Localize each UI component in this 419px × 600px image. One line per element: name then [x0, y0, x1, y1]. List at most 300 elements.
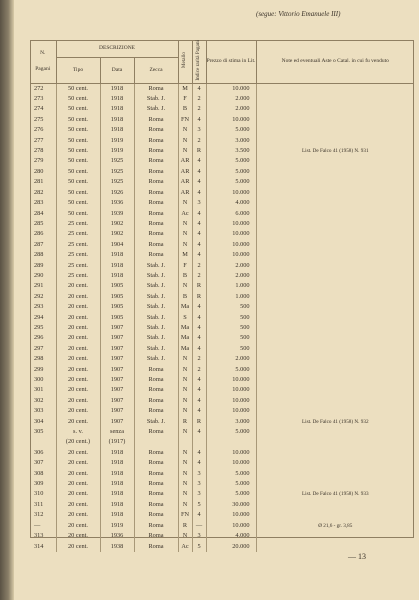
- table-row: [30, 427, 414, 437]
- cell-rarity: 4: [192, 333, 206, 343]
- col-number-label: N.: [40, 50, 46, 57]
- cell-date: 1907: [100, 385, 134, 395]
- cell-price: 5.000: [206, 125, 256, 135]
- cell-mint: Roma: [134, 219, 178, 229]
- table-row: [30, 375, 414, 385]
- cell-type: 20 cent.: [56, 281, 100, 291]
- cell-price: 10.000: [206, 448, 256, 458]
- cell-type: 25 cent.: [56, 219, 100, 229]
- cell-mint: Stab. J.: [134, 302, 178, 312]
- cell-price: 10.000: [206, 510, 256, 520]
- cell-notes: [256, 177, 414, 187]
- cell-mint: Roma: [134, 240, 178, 250]
- col-metal-header: Metallo: [178, 40, 192, 83]
- cell-price: 10.000: [206, 385, 256, 395]
- cell-notes: List. De Falco 41 (1958) N. 931: [301, 148, 369, 155]
- cell-notes: [256, 333, 414, 343]
- table-row: [30, 188, 414, 198]
- table-row: [30, 219, 414, 229]
- cell-number: 291: [30, 281, 56, 291]
- cell-metal: AR: [178, 167, 192, 177]
- cell-number: 314: [30, 542, 56, 552]
- table-row: [30, 385, 414, 395]
- cell-type: 20 cent.: [56, 385, 100, 395]
- cell-number: 279: [30, 156, 56, 166]
- cell-notes: [256, 427, 414, 437]
- cell-metal: S: [178, 313, 192, 323]
- cell-notes: [256, 365, 414, 375]
- cell-number: 276: [30, 125, 56, 135]
- cell-number: 311: [30, 500, 56, 510]
- cell-date: 1905: [100, 313, 134, 323]
- cell-mint: Roma: [134, 406, 178, 416]
- cell-notes: [256, 292, 414, 302]
- cell-date: 1907: [100, 406, 134, 416]
- cell-price: 5.000: [206, 489, 256, 499]
- cell-type: 20 cent.: [56, 365, 100, 375]
- book-binding: [0, 0, 14, 600]
- cell-metal: N: [178, 281, 192, 291]
- cell-price: 5.000: [206, 469, 256, 479]
- cell-mint: Roma: [134, 136, 178, 146]
- page-number: — 13: [348, 552, 366, 561]
- cell-price: 500: [206, 344, 256, 354]
- cell-notes: [256, 302, 414, 312]
- cell-metal: AR: [178, 188, 192, 198]
- cell-notes: [256, 406, 414, 416]
- cell-date: 1918: [100, 448, 134, 458]
- cell-metal: N: [178, 396, 192, 406]
- cell-date: 1936: [100, 531, 134, 541]
- cell-number: 301: [30, 385, 56, 395]
- cell-mint: Roma: [134, 188, 178, 198]
- cell-metal: N: [178, 375, 192, 385]
- cell-notes: [256, 396, 414, 406]
- cell-type: 50 cent.: [56, 177, 100, 187]
- description-header: DESCRIZIONE: [56, 40, 178, 57]
- cell-type: 20 cent.: [56, 313, 100, 323]
- cell-rarity: 2: [192, 136, 206, 146]
- cell-mint: Roma: [134, 427, 178, 437]
- cell-type: 50 cent.: [56, 136, 100, 146]
- cell-metal: N: [178, 489, 192, 499]
- table-row: [30, 261, 414, 271]
- cell-mint: Stab. J.: [134, 281, 178, 291]
- cell-type: 20 cent.: [56, 521, 100, 531]
- cell-mint: Roma: [134, 510, 178, 520]
- table-row: [30, 313, 414, 323]
- cell-rarity: 4: [192, 240, 206, 250]
- cell-date: 1907: [100, 417, 134, 427]
- cell-notes: [256, 469, 414, 479]
- cell-rarity: 4: [192, 313, 206, 323]
- cell-rarity: R: [192, 292, 206, 302]
- cell-rarity: 4: [192, 323, 206, 333]
- cell-metal: B: [178, 271, 192, 281]
- cell-notes: [256, 104, 414, 114]
- table-body: [30, 83, 414, 552]
- cell-rarity: 2: [192, 261, 206, 271]
- cell-number: 306: [30, 448, 56, 458]
- cell-rarity: 4: [192, 177, 206, 187]
- cell-rarity: 4: [192, 385, 206, 395]
- cell-type: 25 cent.: [56, 229, 100, 239]
- cell-type: 50 cent.: [56, 188, 100, 198]
- cell-number: 308: [30, 469, 56, 479]
- cell-rarity: 4: [192, 510, 206, 520]
- cell-date: 1907: [100, 396, 134, 406]
- table-row: [30, 271, 414, 281]
- cell-rarity: 4: [192, 448, 206, 458]
- cell-date: 1905: [100, 302, 134, 312]
- cell-number: 298: [30, 354, 56, 364]
- cell-price: [206, 437, 256, 447]
- col-notes-header: Note ed eventuali Aste o Catal. in cui fu venduto: [256, 40, 414, 83]
- table-row: [30, 177, 414, 187]
- cell-type: 20 cent.: [56, 542, 100, 552]
- cell-date: 1936: [100, 198, 134, 208]
- cell-notes: [256, 375, 414, 385]
- col-number-sublabel: Pagani: [35, 66, 51, 73]
- cell-price: 5.000: [206, 365, 256, 375]
- cell-mint: Roma: [134, 115, 178, 125]
- table-row: [30, 354, 414, 364]
- cell-rarity: 4: [192, 302, 206, 312]
- table-row: [30, 115, 414, 125]
- cell-number: 285: [30, 219, 56, 229]
- cell-number: 295: [30, 323, 56, 333]
- cell-type: 20 cent.: [56, 354, 100, 364]
- cell-notes: [256, 500, 414, 510]
- table-row: [30, 531, 414, 541]
- cell-metal: Ac: [178, 209, 192, 219]
- header-note: (segue: Vittorio Emanuele III): [256, 10, 341, 18]
- cell-notes: [256, 136, 414, 146]
- cell-date: 1919: [100, 136, 134, 146]
- cell-price: 20.000: [206, 542, 256, 552]
- cell-date: 1925: [100, 167, 134, 177]
- table-row: [30, 209, 414, 219]
- cell-type: 20 cent.: [56, 302, 100, 312]
- cell-mint: Roma: [134, 542, 178, 552]
- cell-mint: Stab. J.: [134, 313, 178, 323]
- cell-price: 5.000: [206, 167, 256, 177]
- cell-date: 1907: [100, 323, 134, 333]
- col-price-header: Prezzo di stima in Lit.: [206, 40, 256, 83]
- cell-metal: N: [178, 354, 192, 364]
- cell-date: 1939: [100, 209, 134, 219]
- cell-date: 1918: [100, 271, 134, 281]
- cell-metal: AR: [178, 177, 192, 187]
- table-row: [30, 521, 414, 531]
- cell-notes: [256, 115, 414, 125]
- cell-metal: Ma: [178, 323, 192, 333]
- cell-rarity: 4: [192, 458, 206, 468]
- cell-mint: Stab. J.: [134, 271, 178, 281]
- cell-number: 302: [30, 396, 56, 406]
- cell-date: senza: [100, 427, 134, 437]
- cell-type: 20 cent.: [56, 396, 100, 406]
- cell-metal: N: [178, 531, 192, 541]
- cell-price: 3.000: [206, 417, 256, 427]
- cell-rarity: 2: [192, 271, 206, 281]
- cell-notes: List. De Falco 41 (1958) N. 932: [301, 418, 369, 425]
- cell-notes: [256, 313, 414, 323]
- cell-number: 272: [30, 83, 56, 94]
- cell-mint: Roma: [134, 458, 178, 468]
- cell-number: 292: [30, 292, 56, 302]
- cell-notes: [256, 125, 414, 135]
- cell-price: 10.000: [206, 219, 256, 229]
- cell-rarity: 4: [192, 344, 206, 354]
- cell-number: 280: [30, 167, 56, 177]
- cell-date: 1925: [100, 177, 134, 187]
- table-row: [30, 489, 414, 499]
- cell-metal: N: [178, 136, 192, 146]
- cell-notes: [256, 229, 414, 239]
- cell-number: 294: [30, 313, 56, 323]
- cell-type: 20 cent.: [56, 458, 100, 468]
- cell-type: 20 cent.: [56, 479, 100, 489]
- table-row: [30, 500, 414, 510]
- table-row: [30, 448, 414, 458]
- table-row: [30, 542, 414, 552]
- table-row: [30, 156, 414, 166]
- cell-price: 10.000: [206, 115, 256, 125]
- cell-rarity: 4: [192, 83, 206, 94]
- cell-date: 1918: [100, 94, 134, 104]
- cell-date: 1918: [100, 115, 134, 125]
- cell-price: 6.000: [206, 209, 256, 219]
- cell-price: 2.000: [206, 104, 256, 114]
- cell-rarity: 4: [192, 115, 206, 125]
- table-row: [30, 396, 414, 406]
- cell-number: 297: [30, 344, 56, 354]
- cell-notes: [256, 188, 414, 198]
- cell-type: 50 cent.: [56, 104, 100, 114]
- cell-notes: [256, 385, 414, 395]
- cell-rarity: 3: [192, 198, 206, 208]
- cell-type: 20 cent.: [56, 448, 100, 458]
- cell-rarity: [192, 437, 206, 447]
- cell-metal: N: [178, 219, 192, 229]
- cell-metal: N: [178, 458, 192, 468]
- cell-metal: Ma: [178, 302, 192, 312]
- cell-notes: [256, 198, 414, 208]
- cell-type: s. v.: [56, 427, 100, 437]
- cell-mint: Roma: [134, 229, 178, 239]
- cell-date: 1904: [100, 240, 134, 250]
- cell-mint: Roma: [134, 167, 178, 177]
- cell-mint: Roma: [134, 83, 178, 94]
- cell-price: 10.000: [206, 188, 256, 198]
- cell-number: 313: [30, 531, 56, 541]
- cell-type: 20 cent.: [56, 323, 100, 333]
- cell-date: 1918: [100, 261, 134, 271]
- cell-metal: N: [178, 500, 192, 510]
- cell-mint: Roma: [134, 448, 178, 458]
- cell-notes: [256, 323, 414, 333]
- cell-metal: N: [178, 469, 192, 479]
- cell-number: 289: [30, 261, 56, 271]
- cell-metal: B: [178, 104, 192, 114]
- cell-number: 307: [30, 458, 56, 468]
- cell-notes: [256, 167, 414, 177]
- cell-type: 20 cent.: [56, 333, 100, 343]
- cell-mint: Roma: [134, 125, 178, 135]
- cell-type: 50 cent.: [56, 94, 100, 104]
- cell-metal: B: [178, 292, 192, 302]
- cell-notes: [256, 261, 414, 271]
- cell-number: 284: [30, 209, 56, 219]
- cell-type: (20 cent.): [56, 437, 100, 447]
- cell-type: 25 cent.: [56, 250, 100, 260]
- cell-metal: N: [178, 229, 192, 239]
- cell-date: 1918: [100, 250, 134, 260]
- cell-number: 282: [30, 188, 56, 198]
- cell-rarity: 4: [192, 209, 206, 219]
- cell-type: 50 cent.: [56, 209, 100, 219]
- table-row: [30, 94, 414, 104]
- cell-date: 1907: [100, 375, 134, 385]
- table-row: [30, 333, 414, 343]
- cell-price: 5.000: [206, 427, 256, 437]
- cell-mint: Stab. J.: [134, 261, 178, 271]
- cell-number: 296: [30, 333, 56, 343]
- cell-number: 293: [30, 302, 56, 312]
- cell-price: 5.000: [206, 479, 256, 489]
- cell-price: 500: [206, 313, 256, 323]
- cell-date: (1917): [100, 437, 134, 447]
- cell-metal: N: [178, 448, 192, 458]
- cell-number: 303: [30, 406, 56, 416]
- cell-number: 300: [30, 375, 56, 385]
- cell-type: 20 cent.: [56, 344, 100, 354]
- cell-number: —: [30, 521, 56, 531]
- col-type-header: Tipo: [56, 57, 100, 83]
- cell-notes: [256, 437, 414, 447]
- table-row: [30, 510, 414, 520]
- cell-date: 1918: [100, 500, 134, 510]
- cell-notes: [256, 250, 414, 260]
- cell-number: 287: [30, 240, 56, 250]
- cell-mint: Roma: [134, 489, 178, 499]
- cell-date: 1902: [100, 219, 134, 229]
- cell-mint: Roma: [134, 365, 178, 375]
- cell-mint: Roma: [134, 500, 178, 510]
- cell-rarity: 4: [192, 406, 206, 416]
- cell-metal: N: [178, 240, 192, 250]
- cell-mint: Roma: [134, 396, 178, 406]
- cell-price: 4.000: [206, 198, 256, 208]
- cell-notes: Ø 21,6 - gr. 3,85: [318, 522, 353, 529]
- cell-price: 4.000: [206, 531, 256, 541]
- cell-price: 10.000: [206, 240, 256, 250]
- cell-price: 10.000: [206, 250, 256, 260]
- cell-price: 5.000: [206, 177, 256, 187]
- table-row: [30, 469, 414, 479]
- cell-metal: Ac: [178, 542, 192, 552]
- table-row: [30, 323, 414, 333]
- cell-rarity: 3: [192, 479, 206, 489]
- cell-date: 1905: [100, 292, 134, 302]
- cell-number: 305: [30, 427, 56, 437]
- cell-rarity: 4: [192, 250, 206, 260]
- cell-type: 50 cent.: [56, 125, 100, 135]
- cell-number: 312: [30, 510, 56, 520]
- cell-rarity: 2: [192, 365, 206, 375]
- table-row: [30, 136, 414, 146]
- table-row: [30, 417, 414, 427]
- cell-date: 1907: [100, 344, 134, 354]
- cell-type: 20 cent.: [56, 406, 100, 416]
- cell-metal: [178, 437, 192, 447]
- cell-type: 25 cent.: [56, 261, 100, 271]
- cell-notes: [256, 156, 414, 166]
- cell-mint: Roma: [134, 521, 178, 531]
- cell-price: 10.000: [206, 521, 256, 531]
- cell-price: 2.000: [206, 354, 256, 364]
- cell-mint: Roma: [134, 479, 178, 489]
- cell-mint: Roma: [134, 146, 178, 156]
- cell-rarity: 2: [192, 104, 206, 114]
- table-row: [30, 406, 414, 416]
- cell-type: 50 cent.: [56, 167, 100, 177]
- cell-type: 20 cent.: [56, 510, 100, 520]
- cell-type: 50 cent.: [56, 156, 100, 166]
- cell-rarity: R: [192, 281, 206, 291]
- cell-notes: [256, 510, 414, 520]
- table-row: [30, 229, 414, 239]
- cell-date: 1918: [100, 104, 134, 114]
- cell-rarity: 3: [192, 469, 206, 479]
- cell-price: 500: [206, 333, 256, 343]
- table-row: [30, 458, 414, 468]
- cell-type: 25 cent.: [56, 271, 100, 281]
- cell-price: 10.000: [206, 396, 256, 406]
- cell-number: 290: [30, 271, 56, 281]
- cell-mint: Stab. J.: [134, 333, 178, 343]
- cell-metal: N: [178, 427, 192, 437]
- cell-mint: Stab. J.: [134, 417, 178, 427]
- cell-metal: N: [178, 406, 192, 416]
- catalog-table: [30, 40, 414, 552]
- cell-date: 1918: [100, 83, 134, 94]
- table-row: [30, 167, 414, 177]
- table-row: [30, 281, 414, 291]
- cell-type: 50 cent.: [56, 146, 100, 156]
- cell-price: 10.000: [206, 229, 256, 239]
- cell-rarity: R: [192, 146, 206, 156]
- cell-mint: Roma: [134, 209, 178, 219]
- cell-price: 30.000: [206, 500, 256, 510]
- cell-metal: F: [178, 261, 192, 271]
- table-row: [30, 83, 414, 94]
- cell-rarity: —: [192, 521, 206, 531]
- cell-mint: [134, 437, 178, 447]
- cell-date: 1918: [100, 125, 134, 135]
- cell-metal: FN: [178, 510, 192, 520]
- cell-mint: Stab. J.: [134, 292, 178, 302]
- cell-rarity: 4: [192, 156, 206, 166]
- col-mint-header: Zecca: [134, 57, 178, 83]
- cell-type: 50 cent.: [56, 198, 100, 208]
- cell-mint: Stab. J.: [134, 94, 178, 104]
- cell-rarity: R: [192, 417, 206, 427]
- cell-number: 274: [30, 104, 56, 114]
- table-row: [30, 365, 414, 375]
- cell-notes: [256, 209, 414, 219]
